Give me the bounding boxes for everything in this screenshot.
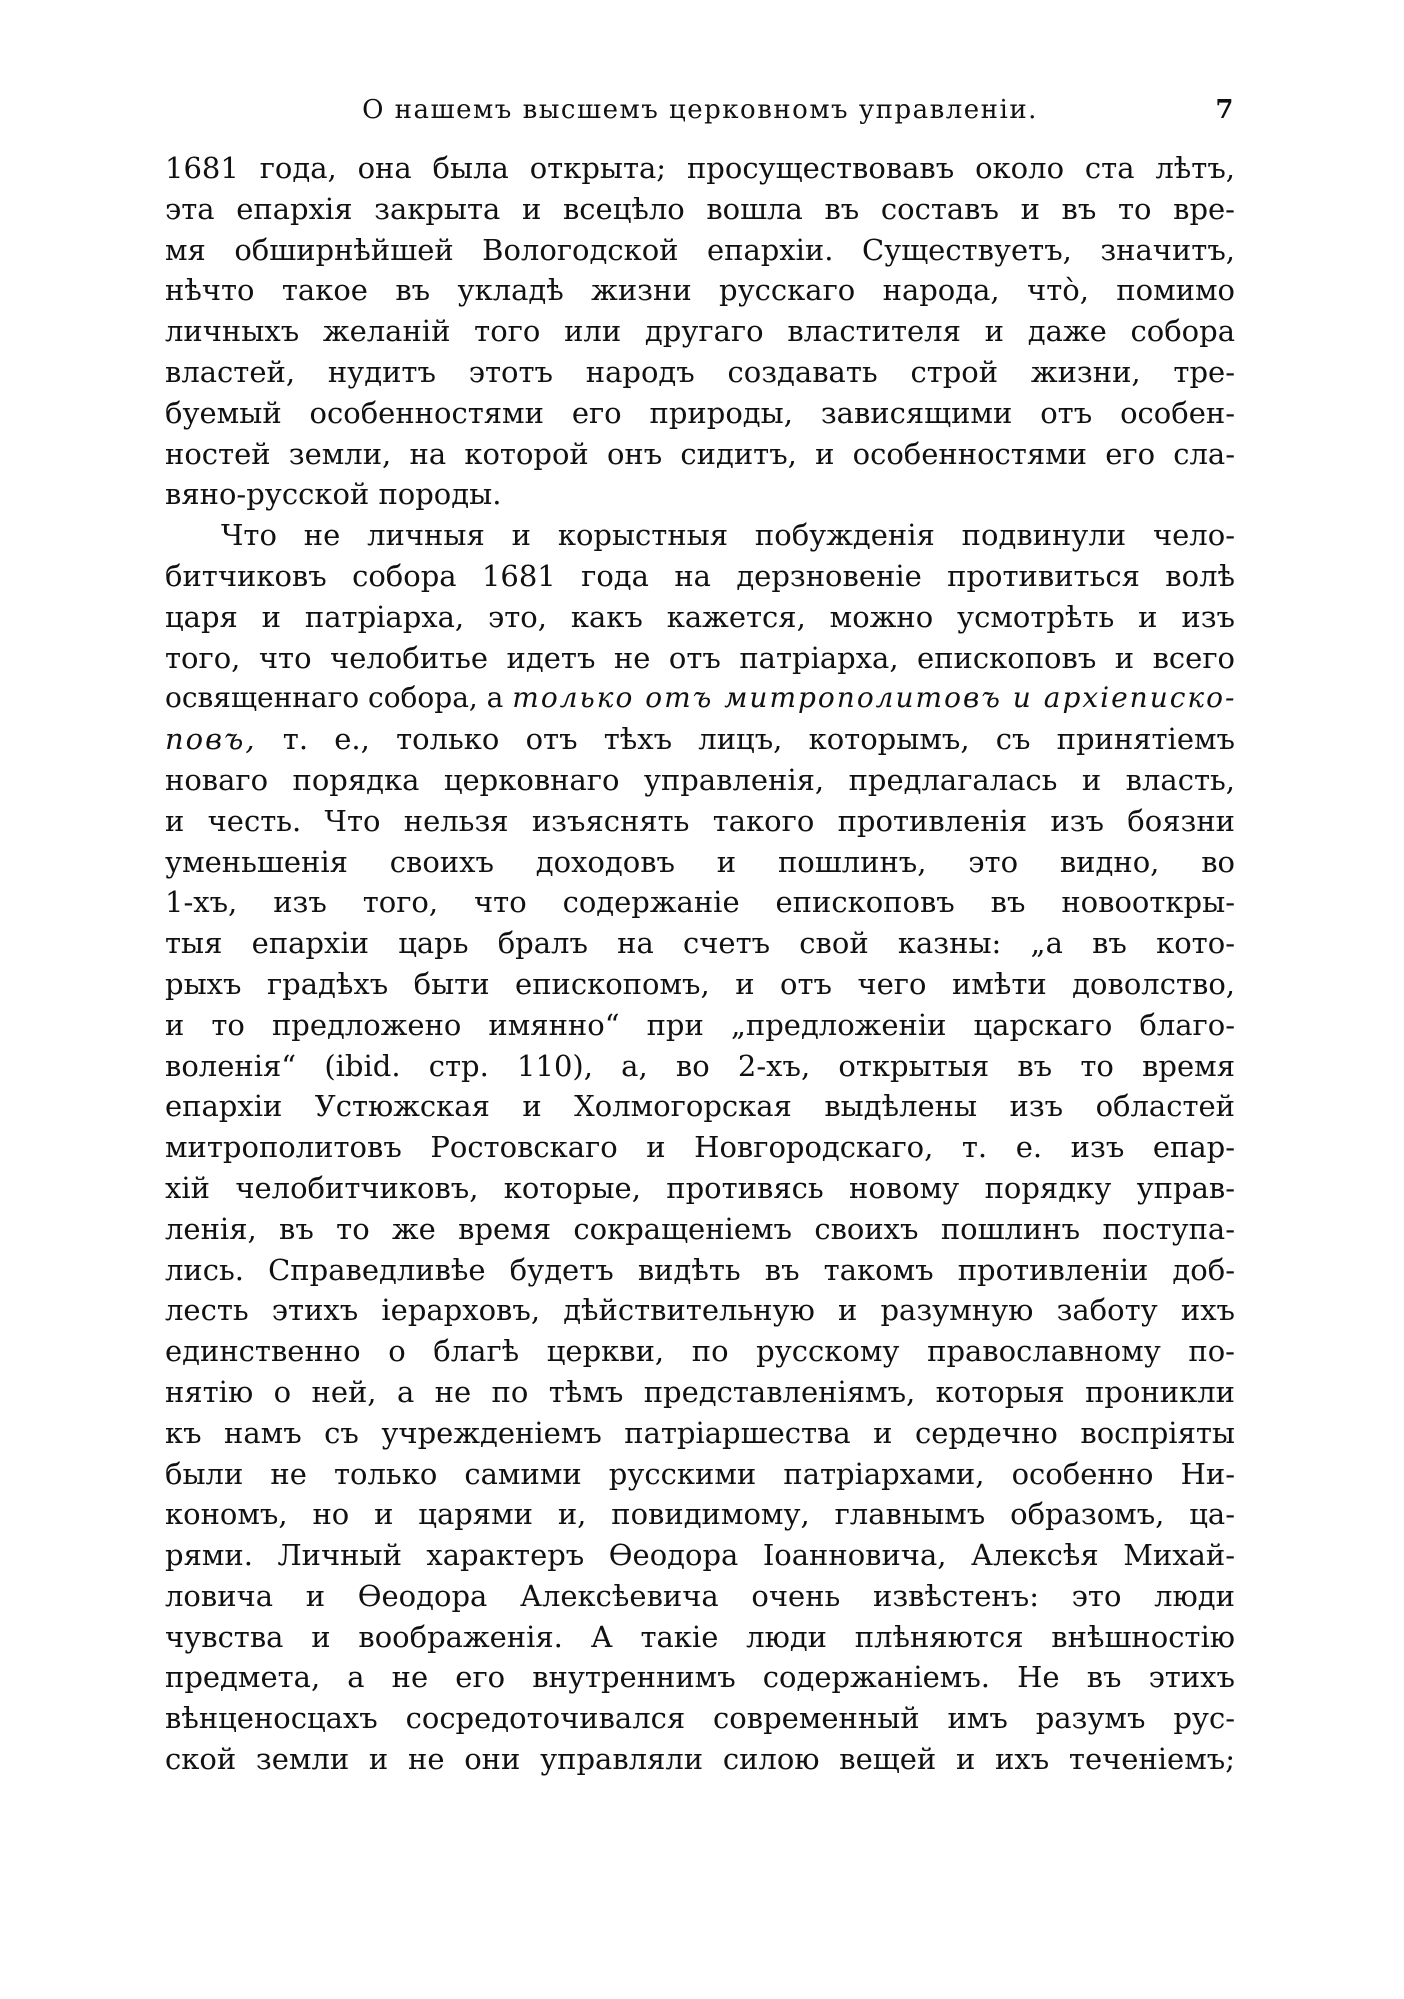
text-segment: т. е., только отъ тѣхъ лицъ, которымъ, съ принятіемъ [256,722,1235,757]
text-segment: освященнаго собора, а [165,681,513,715]
text-line: эта епархія закрыта и всецѣло вошла въ составъ и въ то вре- [165,191,1235,226]
text-line: лесть этихъ іерарховъ, дѣйствительную и разумную заботу ихъ [165,1293,1235,1328]
text-line: лись. Справедливѣе будетъ видѣть въ такомъ противленіи доб- [165,1252,1235,1287]
body-text [165,148,1235,1780]
italic-segment: повъ, [165,722,257,757]
text-line: чувства и воображенія. А такіе люди плѣняются внѣшностію [165,1619,1235,1654]
text-line [165,678,1235,719]
text-line: единственно о благѣ церкви, по русскому православному по- [165,1334,1235,1369]
text-line: 1681 года, она была открыта; просуществовавъ около ста лѣтъ, [165,151,1235,185]
text-line: рями. Личный характеръ Ѳеодора Іоанновича, Алексѣя Михай- [165,1538,1235,1573]
text-line: ленія, въ то же время сокращеніемъ своихъ пошлинъ поступа- [165,1211,1235,1246]
text-line: вѣнценосцахъ сосредоточивался современный имъ разумъ рус- [165,1701,1235,1736]
text-line: епархіи Устюжская и Холмогорская выдѣлены изъ областей [165,1089,1235,1124]
text-line: и честь. Что нельзя изъяснять такого противленія изъ боязни [165,803,1235,838]
text-line: воленія“ (ibid. стр. 110), а, во 2-хъ, открытыя въ то время [165,1048,1235,1083]
text-line: предмета, а не его внутреннимъ содержаніемъ. Не въ этихъ [165,1660,1235,1695]
text-line: ской земли и не они управляли силою вещей и ихъ теченіемъ; [165,1742,1235,1777]
text-line: и то предложено имянно“ при „предложеніи царскаго благо- [165,1007,1235,1042]
text-line: были не только самими русскими патріархами, особенно Ни- [165,1456,1235,1491]
text-line: властей, нудитъ этотъ народъ создавать строй жизни, тре- [165,354,1235,389]
text-line [165,719,1235,760]
text-line: ностей земли, на которой онъ сидитъ, и особенностями его сла- [165,436,1235,471]
text-line: уменьшенія своихъ доходовъ и пошлинъ, это видно, во [165,844,1235,879]
text-line: рыхъ градѣхъ быти епископомъ, и отъ чего имѣти доволство, [165,966,1235,1001]
text-line: нѣчто такое въ укладѣ жизни русскаго народа, что̀, помимо [165,273,1235,308]
text-line: новаго порядка церковнаго управленія, предлагалась и власть, [165,762,1235,797]
text-line: хій челобитчиковъ, которые, противясь новому порядку управ- [165,1170,1235,1205]
text-line: къ намъ съ учрежденіемъ патріаршества и сердечно воспріяты [165,1415,1235,1450]
text-line: Что не личныя и корыстныя побужденія подвинули чело- [221,518,1235,553]
page-number: 7 [1215,95,1235,125]
text-line: тыя епархіи царь бралъ на счетъ свой казны: „а въ кото- [165,926,1235,961]
text-line: личныхъ желаній того или другаго властителя и даже собора [165,314,1235,349]
italic-segment: только отъ митрополитовъ и архіеписко- [512,681,1237,715]
running-header [165,90,1235,130]
text-line: буемый особенностями его природы, зависящими отъ особен- [165,395,1235,430]
text-line: битчиковъ собора 1681 года на дерзновеніе противиться волѣ [165,558,1235,593]
text-line: кономъ, но и царями и, повидимому, главнымъ образомъ, ца- [165,1497,1235,1532]
text-line: ловича и Ѳеодора Алексѣевича очень извѣстенъ: это люди [165,1578,1235,1613]
text-line: митрополитовъ Ростовскаго и Новгородскаго, т. е. изъ епар- [165,1130,1235,1165]
text-line: мя обширнѣйшей Вологодской епархіи. Существуетъ, значитъ, [165,232,1235,267]
text-line: нятію о ней, а не по тѣмъ представленіямъ, которыя проникли [165,1374,1235,1409]
text-line: того, что челобитье идетъ не отъ патріарха, епископовъ и всего [165,640,1235,675]
running-title: О нашемъ высшемъ церковномъ управленіи. [362,95,1038,125]
text-line: 1-хъ, изъ того, что содержаніе епископовъ въ новооткры- [165,885,1235,920]
text-line: царя и патріарха, это, какъ кажется, можно усмотрѣть и изъ [165,599,1235,634]
text-line: вяно-русской породы. [165,477,502,512]
